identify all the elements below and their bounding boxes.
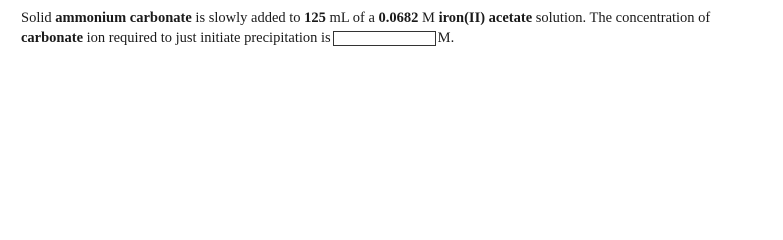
volume-value: 125 [304,10,326,26]
text-segment: solution. The concentration of [532,10,711,26]
text-segment: ion required to just initiate precipitation is [83,30,331,46]
text-segment: is slowly added to [191,10,305,26]
question-line-2 [21,28,771,48]
text-segment: mL of a [325,10,379,26]
answer-input[interactable] [333,31,436,46]
compound-iron-ii-acetate: iron(II) acetate [438,10,533,26]
text-segment: M [418,10,439,26]
compound-ammonium-carbonate: ammonium carbonate [55,10,192,26]
unit-label: M. [437,30,455,46]
question-text [21,8,771,48]
question-line-1 [21,8,771,28]
concentration-value: 0.0682 [378,10,419,26]
text-segment: Solid [21,10,56,26]
ion-carbonate: carbonate [21,30,84,46]
